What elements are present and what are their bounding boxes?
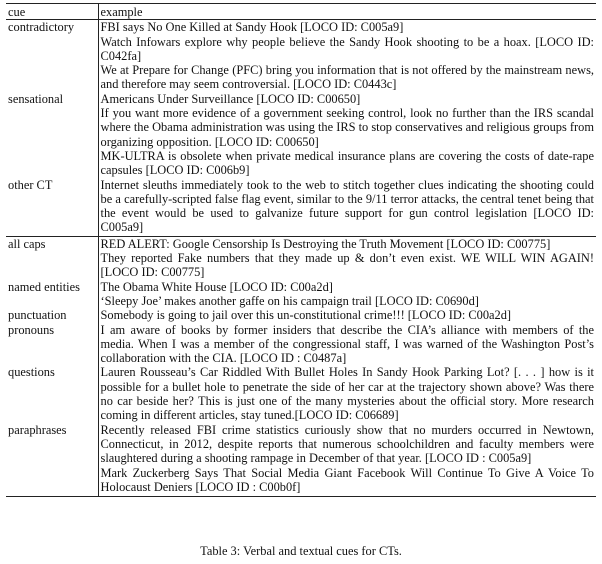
cue-cell-named-entities xyxy=(6,294,98,308)
cues-table-container xyxy=(6,3,596,497)
table-row xyxy=(6,63,596,92)
table-group-2 xyxy=(6,236,596,496)
example-cell: We at Prepare for Change (PFC) bring you information that is not offered by the mainstream news, and therefore may seem controversial. [LOCO ID: C0443c] xyxy=(100,63,594,92)
table-row xyxy=(6,308,596,322)
cue-cell-sensational xyxy=(6,149,98,178)
example-cell: ‘Sleepy Joe’ makes another gaffe on his campaign trail [LOCO ID: C0690d] xyxy=(100,293,479,308)
header-cue: cue xyxy=(6,4,98,20)
cue-cell-other-ct: other CT xyxy=(6,178,98,237)
cue-cell-all-caps: all caps xyxy=(6,236,98,251)
example-cell: Somebody is going to jail over this un-constitutional crime!!! [LOCO ID: C00a2d] xyxy=(100,308,512,323)
cue-cell-named-entities: named entities xyxy=(6,280,98,294)
cue-cell-paraphrases xyxy=(6,466,98,497)
cue-cell-contradictory: contradictory xyxy=(6,20,98,35)
example-cell: Watch Infowars explore why people believe the Sandy Hook shooting to be a hoax. [LOCO ID: C042fa] xyxy=(100,34,594,63)
example-cell: Americans Under Surveillance [LOCO ID: C00650] xyxy=(100,91,361,106)
table-header-row xyxy=(6,4,596,20)
table-row xyxy=(6,149,596,178)
table-group-1 xyxy=(6,20,596,236)
table-row xyxy=(6,280,596,294)
header-example: example xyxy=(98,4,596,20)
cue-cell-questions: questions xyxy=(6,365,98,422)
cue-cell-sensational: sensational xyxy=(6,92,98,106)
table-row xyxy=(6,92,596,106)
table-row xyxy=(6,323,596,366)
table-row xyxy=(6,178,596,237)
example-cell: RED ALERT: Google Censorship Is Destroying the Truth Movement [LOCO ID: C00775] xyxy=(100,236,551,251)
cue-cell-punctuation: punctuation xyxy=(6,308,98,322)
table-row xyxy=(6,294,596,308)
example-cell: Lauren Rousseau’s Car Riddled With Bullet Holes In Sandy Hook Parking Lot? [. . . ] how is it possible for a bullet hole to penetrate the side of her car at the trajectory shown above? Was there no car beside her? This is just one of the many mysteries about the official story. More research coming in different articles, stay tuned.[LOCO ID: C06689] xyxy=(100,365,594,423)
example-cell: Internet sleuths immediately took to the web to stitch together clues indicating the shooting could be a carefully-scripted false flag event, similar to the 9/11 terror attacks, the central tenet being that the event would be used to galvanize future support for gun control legislation [LOCO ID: C005a9] xyxy=(98,178,596,237)
table-caption: Table 3: Verbal and textual cues for CTs. xyxy=(200,544,402,558)
example-cell: They reported Fake numbers that they made up & don’t even exist. WE WILL WIN AGAIN! [LOCO ID: C00775] xyxy=(100,251,594,280)
table-row xyxy=(6,106,596,149)
example-cell: If you want more evidence of a government seeking control, look no further than the IRS scandal where the Obama administration was using the IRS to stop conservatives and religious groups from organizing opposition. [LOCO ID: C00650] xyxy=(100,106,594,149)
cue-cell-pronouns: pronouns xyxy=(6,323,98,366)
table-row xyxy=(6,251,596,280)
example-cell: MK-ULTRA is obsolete when private medical insurance plans are covering the costs of date-rape capsules [LOCO ID: C006b9] xyxy=(100,148,594,178)
table-row xyxy=(6,35,596,64)
example-cell: The Obama White House [LOCO ID: C00a2d] xyxy=(100,279,333,294)
example-cell: Mark Zuckerberg Says That Social Media Giant Facebook Will Continue To Give A Voice To Holocaust Deniers [LOCO ID : C00b0f] xyxy=(98,466,596,497)
cues-table xyxy=(6,3,596,497)
example-cell: I am aware of books by former insiders that describe the CIA’s alliance with members of the media. When I was a member of the congressional staff, I was warned of the Washington Post’s collaboration with the CIA. [LOCO ID : C0487a] xyxy=(100,322,594,366)
example-cell: Recently released FBI crime statistics curiously show that no murders occurred in Newtown, Connecticut, in 2012, despite reports that numerous schoolchildren and faculty members were slaughtered during a shooting rampage in December of that year. [LOCO ID : C005a9] xyxy=(100,422,594,466)
cue-cell-sensational xyxy=(6,106,98,149)
cue-cell-contradictory xyxy=(6,35,98,64)
table-row xyxy=(6,466,596,497)
example-cell: FBI says No One Killed at Sandy Hook [LOCO ID: C005a9] xyxy=(100,20,404,35)
cue-cell-all-caps xyxy=(6,251,98,280)
table-row xyxy=(6,365,596,422)
table-row xyxy=(6,20,596,35)
table-row xyxy=(6,423,596,466)
cue-cell-contradictory xyxy=(6,63,98,92)
cue-cell-paraphrases: paraphrases xyxy=(6,423,98,466)
table-row xyxy=(6,236,596,251)
